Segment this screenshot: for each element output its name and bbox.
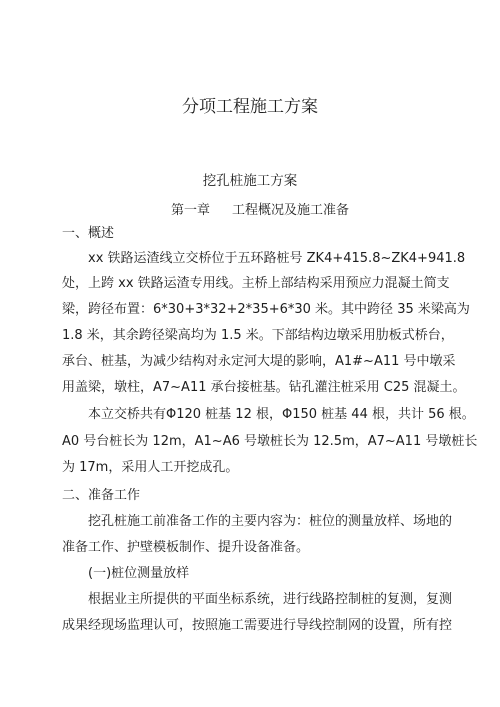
- paragraph-line: 准备工作、护壁模板制作、提升设备准备。: [62, 540, 310, 555]
- section-heading: 二、准备工作: [62, 488, 141, 503]
- paragraph-line: 根据业主所提供的平面坐标系统，进行线路控制桩的复测，复测: [88, 592, 453, 607]
- paragraph-line: 为 17m，采用人工开挖成孔。: [62, 460, 239, 475]
- paragraph-line: 处，上跨 xx 铁路运渣专用线。主桥上部结构采用预应力混凝土简支: [62, 276, 450, 291]
- subsection-heading: (一)桩位测量放样: [88, 566, 190, 581]
- document-title: 分项工程施工方案: [182, 97, 318, 117]
- paragraph-line: 本立交桥共有Φ120 桩基 12 根，Φ150 桩基 44 根，共计 56 根。: [88, 407, 475, 422]
- paragraph-line: 承台、桩基，为减少结构对永定河大堤的影响，A1#~A11 号中墩采: [62, 354, 456, 369]
- section-heading: 一、概述: [62, 226, 115, 241]
- paragraph-line: A0 号台桩长为 12m，A1~A6 号墩桩长为 12.5m，A7~A11 号墩桩长: [62, 434, 478, 449]
- chapter-number: 第一章: [171, 203, 211, 218]
- paragraph-line: xx 铁路运渣线立交桥位于五环路桩号 ZK4+415.8~ZK4+941.8: [88, 251, 466, 266]
- chapter-heading: [171, 203, 349, 219]
- chapter-name: 工程概况及施工准备: [232, 203, 350, 218]
- paragraph-line: 1.8 米，其余跨径梁高均为 1.5 米。下部结构边墩采用肋板式桥台，: [62, 328, 454, 343]
- paragraph-line: 挖孔桩施工前准备工作的主要内容为：桩位的测量放样、场地的: [88, 514, 453, 529]
- paragraph-line: 用盖梁，墩柱，A7~A11 承台接桩基。钻孔灌注桩采用 C25 混凝土。: [62, 380, 466, 395]
- paragraph-line: 梁，跨径布置：6*30+3*32+2*35+6*30 米。其中跨径 35 米梁高为: [62, 302, 470, 317]
- paragraph-line: 成果经现场监理认可，按照施工需要进行导线控制网的设置，所有控: [62, 618, 453, 633]
- document-subtitle: 挖孔桩施工方案: [202, 173, 298, 189]
